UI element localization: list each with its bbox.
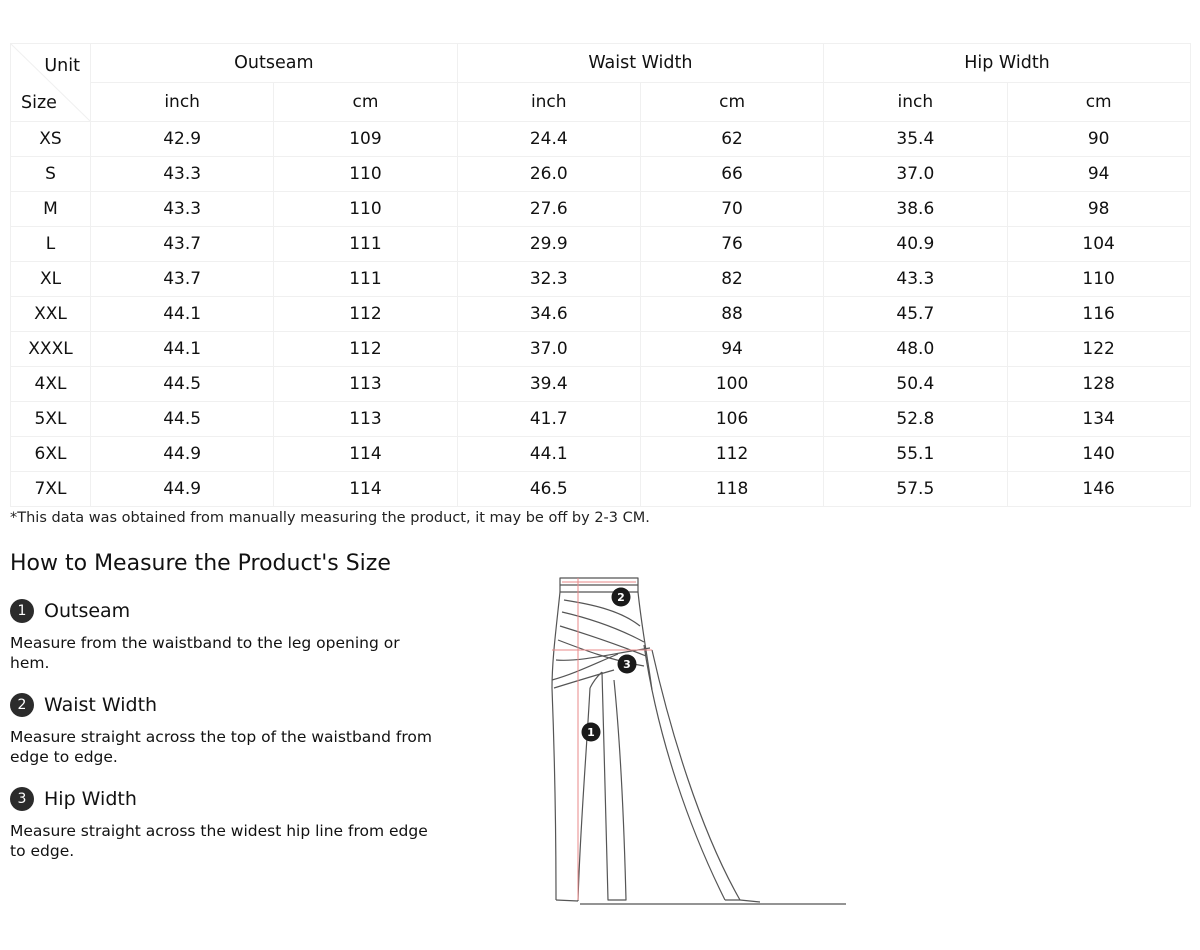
group-header-waist-width: Waist Width: [457, 44, 824, 83]
step-header: [10, 598, 440, 624]
value-cell: 112: [640, 437, 823, 472]
value-cell: 43.3: [91, 192, 274, 227]
value-cell: 112: [274, 332, 457, 367]
size-cell: M: [11, 192, 91, 227]
unit-header-cell: cm: [640, 83, 823, 122]
table-unit-header-row: [11, 83, 1191, 122]
value-cell: 39.4: [457, 367, 640, 402]
measurement-note: *This data was obtained from manually measuring the product, it may be off by 2-3 CM.: [10, 510, 650, 526]
size-cell: XXL: [11, 297, 91, 332]
step-number-badge: 1: [10, 599, 34, 623]
value-cell: 109: [274, 122, 457, 157]
size-label: Size: [21, 93, 57, 113]
value-cell: 29.9: [457, 227, 640, 262]
size-cell: 7XL: [11, 472, 91, 507]
value-cell: 110: [274, 192, 457, 227]
table-row: [11, 262, 1191, 297]
value-cell: 146: [1007, 472, 1190, 507]
step-name: Hip Width: [44, 788, 137, 810]
step-name: Waist Width: [44, 694, 158, 716]
table-row: [11, 367, 1191, 402]
value-cell: 44.5: [91, 402, 274, 437]
table-row: [11, 332, 1191, 367]
value-cell: 32.3: [457, 262, 640, 297]
value-cell: 114: [274, 472, 457, 507]
value-cell: 40.9: [824, 227, 1007, 262]
table-row: [11, 227, 1191, 262]
value-cell: 128: [1007, 367, 1190, 402]
value-cell: 134: [1007, 402, 1190, 437]
step-number-badge: 3: [10, 787, 34, 811]
value-cell: 55.1: [824, 437, 1007, 472]
measure-step-hip-width: [10, 786, 440, 861]
table-body: [11, 122, 1191, 507]
diagram-marker-3: [618, 655, 637, 674]
value-cell: 104: [1007, 227, 1190, 262]
value-cell: 43.3: [824, 262, 1007, 297]
table-row: [11, 402, 1191, 437]
size-cell: XL: [11, 262, 91, 297]
size-cell: S: [11, 157, 91, 192]
measure-step-outseam: [10, 598, 440, 673]
value-cell: 44.1: [91, 297, 274, 332]
svg-text:1: 1: [587, 726, 595, 739]
group-header-hip-width: Hip Width: [824, 44, 1191, 83]
value-cell: 34.6: [457, 297, 640, 332]
table-row: [11, 472, 1191, 507]
value-cell: 122: [1007, 332, 1190, 367]
size-chart-table: [10, 43, 1191, 507]
value-cell: 98: [1007, 192, 1190, 227]
unit-label: Unit: [44, 56, 80, 76]
unit-header-cell: inch: [824, 83, 1007, 122]
size-cell: XS: [11, 122, 91, 157]
value-cell: 94: [640, 332, 823, 367]
value-cell: 27.6: [457, 192, 640, 227]
svg-text:3: 3: [623, 658, 631, 671]
value-cell: 46.5: [457, 472, 640, 507]
step-description: Measure from the waistband to the leg opening or hem.: [10, 634, 400, 672]
pants-measurement-diagram: [540, 570, 860, 915]
value-cell: 35.4: [824, 122, 1007, 157]
unit-header-cell: inch: [91, 83, 274, 122]
table-row: [11, 297, 1191, 332]
value-cell: 140: [1007, 437, 1190, 472]
value-cell: 26.0: [457, 157, 640, 192]
measurement-lines: [552, 578, 652, 900]
value-cell: 106: [640, 402, 823, 437]
value-cell: 113: [274, 402, 457, 437]
value-cell: 70: [640, 192, 823, 227]
step-header: [10, 786, 440, 812]
table-group-header-row: [11, 44, 1191, 83]
step-number-badge: 2: [10, 693, 34, 717]
value-cell: 42.9: [91, 122, 274, 157]
value-cell: 37.0: [457, 332, 640, 367]
table-row: [11, 437, 1191, 472]
size-cell: 6XL: [11, 437, 91, 472]
step-description: Measure straight across the top of the waistband from edge to edge.: [10, 728, 432, 766]
value-cell: 62: [640, 122, 823, 157]
value-cell: 43.3: [91, 157, 274, 192]
value-cell: 88: [640, 297, 823, 332]
value-cell: 41.7: [457, 402, 640, 437]
value-cell: 116: [1007, 297, 1190, 332]
value-cell: 50.4: [824, 367, 1007, 402]
svg-text:2: 2: [617, 591, 625, 604]
unit-header-cell: cm: [274, 83, 457, 122]
pants-sketch-icon: [552, 578, 846, 904]
value-cell: 44.1: [91, 332, 274, 367]
size-cell: XXXL: [11, 332, 91, 367]
value-cell: 114: [274, 437, 457, 472]
value-cell: 111: [274, 227, 457, 262]
size-cell: L: [11, 227, 91, 262]
table-row: [11, 192, 1191, 227]
diagram-marker-2: [612, 588, 631, 607]
value-cell: 118: [640, 472, 823, 507]
value-cell: 44.5: [91, 367, 274, 402]
value-cell: 52.8: [824, 402, 1007, 437]
value-cell: 57.5: [824, 472, 1007, 507]
measure-step-waist-width: [10, 692, 440, 767]
value-cell: 111: [274, 262, 457, 297]
unit-header-cell: inch: [457, 83, 640, 122]
value-cell: 100: [640, 367, 823, 402]
table-row: [11, 157, 1191, 192]
value-cell: 110: [274, 157, 457, 192]
value-cell: 37.0: [824, 157, 1007, 192]
value-cell: 76: [640, 227, 823, 262]
value-cell: 48.0: [824, 332, 1007, 367]
value-cell: 38.6: [824, 192, 1007, 227]
value-cell: 112: [274, 297, 457, 332]
value-cell: 44.1: [457, 437, 640, 472]
group-header-outseam: Outseam: [91, 44, 458, 83]
value-cell: 110: [1007, 262, 1190, 297]
value-cell: 24.4: [457, 122, 640, 157]
size-cell: 5XL: [11, 402, 91, 437]
value-cell: 44.9: [91, 437, 274, 472]
value-cell: 82: [640, 262, 823, 297]
size-cell: 4XL: [11, 367, 91, 402]
value-cell: 66: [640, 157, 823, 192]
value-cell: 45.7: [824, 297, 1007, 332]
table-row: [11, 122, 1191, 157]
step-header: [10, 692, 440, 718]
step-name: Outseam: [44, 600, 131, 622]
value-cell: 94: [1007, 157, 1190, 192]
value-cell: 44.9: [91, 472, 274, 507]
value-cell: 113: [274, 367, 457, 402]
value-cell: 90: [1007, 122, 1190, 157]
value-cell: 43.7: [91, 262, 274, 297]
how-to-measure-title: How to Measure the Product's Size: [10, 551, 391, 576]
diagram-marker-1: [582, 723, 601, 742]
value-cell: 43.7: [91, 227, 274, 262]
step-description: Measure straight across the widest hip line from edge to edge.: [10, 822, 428, 860]
table-corner-cell: [11, 44, 91, 122]
unit-header-cell: cm: [1007, 83, 1190, 122]
